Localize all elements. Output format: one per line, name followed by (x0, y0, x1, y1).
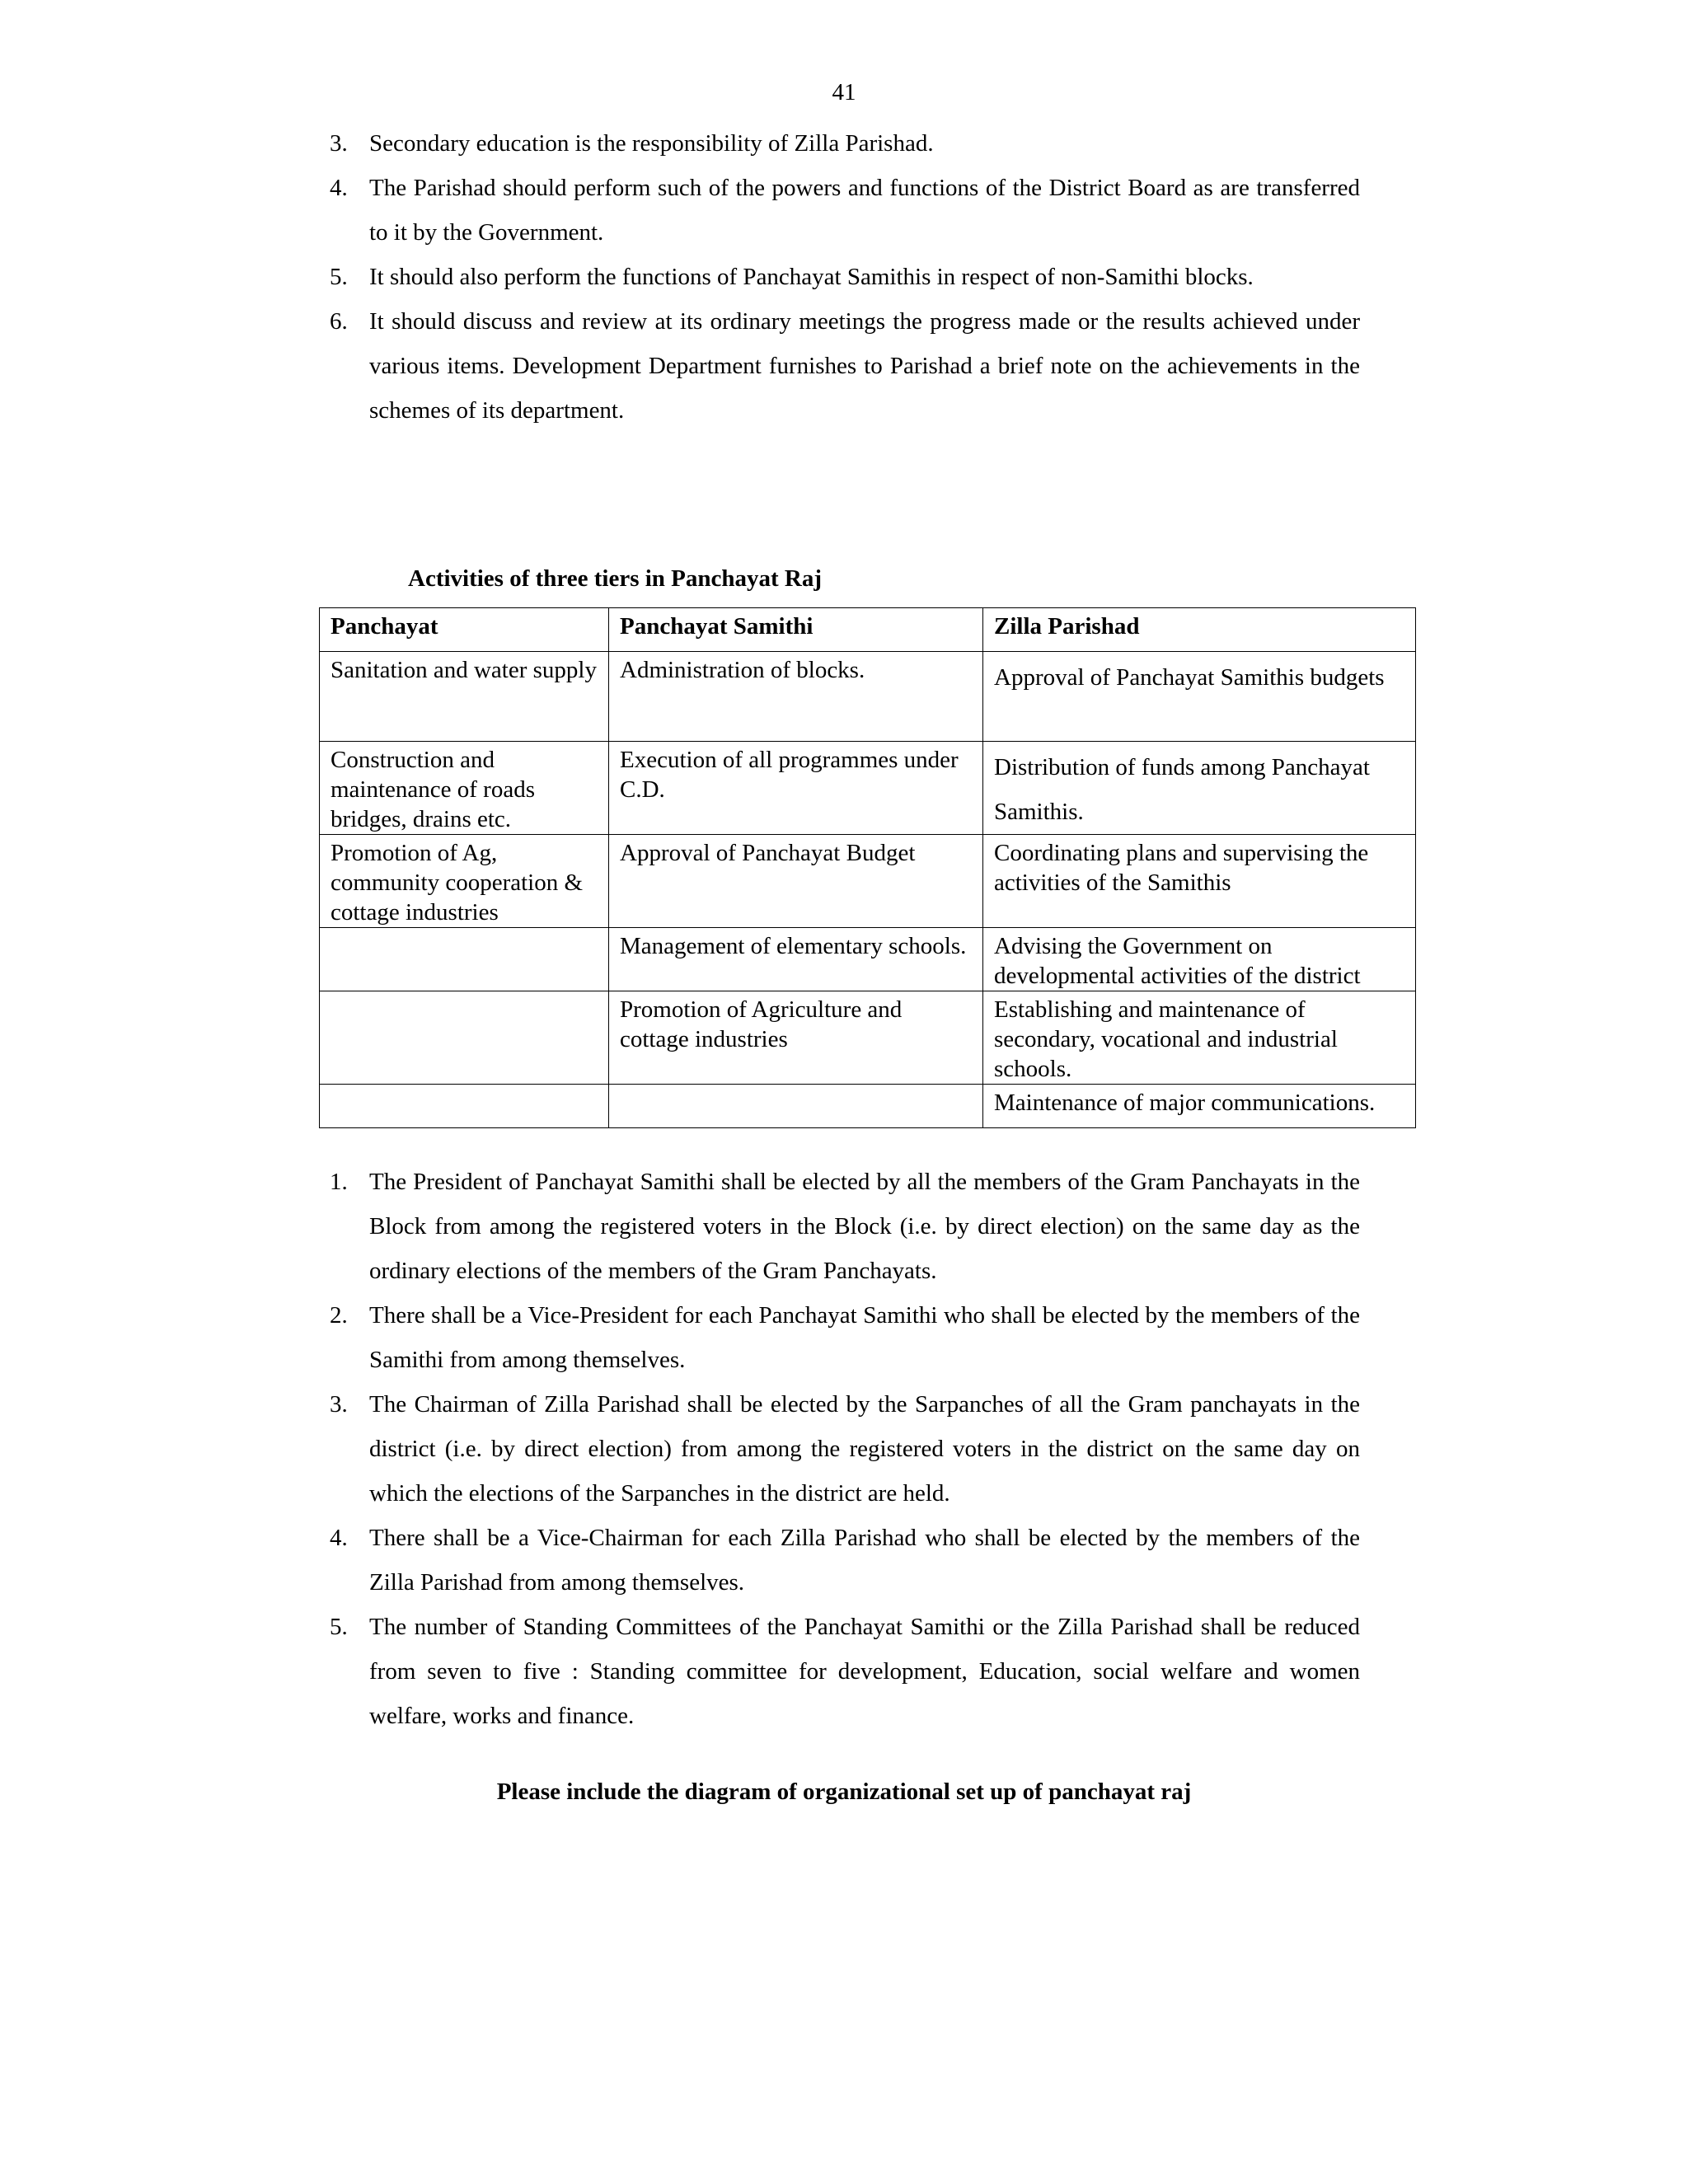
page-number: 41 (832, 79, 856, 105)
column-header-panchayat: Panchayat (320, 608, 609, 652)
table-cell (609, 1085, 983, 1128)
table-cell: Advising the Government on developmental activities of the district (983, 928, 1416, 991)
table-cell: Establishing and maintenance of secondary, vocational and industrial schools. (983, 991, 1416, 1085)
list-item-text: Secondary education is the responsibility of Zilla Parishad. (369, 130, 934, 157)
table-row (320, 991, 1416, 1085)
list-item-text: The Parishad should perform such of the powers and functions of the District Board as are transferred to it by the Government. (369, 175, 1360, 246)
numbered-list-bottom (0, 1160, 1360, 1738)
list-item (0, 1516, 1360, 1605)
table-cell: Maintenance of major communications. (983, 1085, 1416, 1128)
list-item-text: It should discuss and review at its ordinary meetings the progress made or the results achieved under various items. Development Department furnishes to Parishad a brief note on the achievements in the schemes of its department. (369, 308, 1360, 424)
list-item-text: There shall be a Vice-Chairman for each Zilla Parishad who shall be elected by the members of the Zilla Parishad from among themselves. (369, 1525, 1360, 1596)
numbered-list-top (0, 121, 1360, 433)
list-item (0, 166, 1360, 255)
table-cell: Sanitation and water supply (320, 652, 609, 742)
list-item (0, 255, 1360, 299)
list-item (0, 299, 1360, 433)
table-cell: Execution of all programmes under C.D. (609, 742, 983, 835)
table-cell: Approval of Panchayat Budget (609, 835, 983, 928)
table-cell: Promotion of Agriculture and cottage industries (609, 991, 983, 1085)
list-item-text: The Chairman of Zilla Parishad shall be elected by the Sarpanches of all the Gram panchayats in the district (i.e. by direct election) from among the registered voters in the district on the same day on which the elections of the Sarpanches in the district are held. (369, 1391, 1360, 1507)
list-item-text: The number of Standing Committees of the Panchayat Samithi or the Zilla Parishad shall be reduced from seven to five : Standing committee for development, Education, social welfare and women welfare, works and finance. (369, 1614, 1360, 1729)
list-item-text: There shall be a Vice-President for each Panchayat Samithi who shall be elected by the members of the Samithi from among themselves. (369, 1302, 1360, 1373)
table-cell (320, 1085, 609, 1128)
footer-note: Please include the diagram of organizational set up of panchayat raj (496, 1779, 1192, 1805)
table-row (320, 928, 1416, 991)
list-item (0, 1605, 1360, 1738)
list-item-number: 4. (330, 175, 348, 201)
list-item (0, 1293, 1360, 1382)
table-cell: Distribution of funds among Panchayat Samithis. (983, 742, 1416, 835)
table-cell (320, 928, 609, 991)
table-cell: Management of elementary schools. (609, 928, 983, 991)
list-item-number: 6. (330, 308, 348, 335)
list-item (0, 1382, 1360, 1516)
table-row (320, 835, 1416, 928)
table-row (320, 652, 1416, 742)
list-item (0, 121, 1360, 166)
list-item-number: 1. (330, 1169, 348, 1195)
table-row (320, 742, 1416, 835)
list-item-number: 2. (330, 1302, 348, 1329)
table-cell: Promotion of Ag, community cooperation & cottage industries (320, 835, 609, 928)
list-item-text: The President of Panchayat Samithi shall be elected by all the members of the Gram Panchayats in the Block from among the registered voters in the Block (i.e. by direct election) on the same day as the ordinary elections of the members of the Gram Panchayats. (369, 1169, 1360, 1284)
list-item (0, 1160, 1360, 1293)
table-title: Activities of three tiers in Panchayat Raj (408, 565, 823, 592)
table-cell: Approval of Panchayat Samithis budgets (983, 652, 1416, 742)
table-cell: Construction and maintenance of roads bridges, drains etc. (320, 742, 609, 835)
table-header-row (320, 608, 1416, 652)
column-header-panchayat-samithi: Panchayat Samithi (609, 608, 983, 652)
table-cell (320, 991, 609, 1085)
list-item-text: It should also perform the functions of Panchayat Samithis in respect of non-Samithi blocks. (369, 264, 1254, 290)
list-item-number: 4. (330, 1525, 348, 1551)
list-item-number: 5. (330, 1614, 348, 1640)
list-item-number: 5. (330, 264, 348, 290)
table-row (320, 1085, 1416, 1128)
table-cell: Administration of blocks. (609, 652, 983, 742)
list-item-number: 3. (330, 130, 348, 157)
column-header-zilla-parishad: Zilla Parishad (983, 608, 1416, 652)
activities-table (319, 607, 1416, 1128)
table-cell: Coordinating plans and supervising the activities of the Samithis (983, 835, 1416, 928)
list-item-number: 3. (330, 1391, 348, 1418)
